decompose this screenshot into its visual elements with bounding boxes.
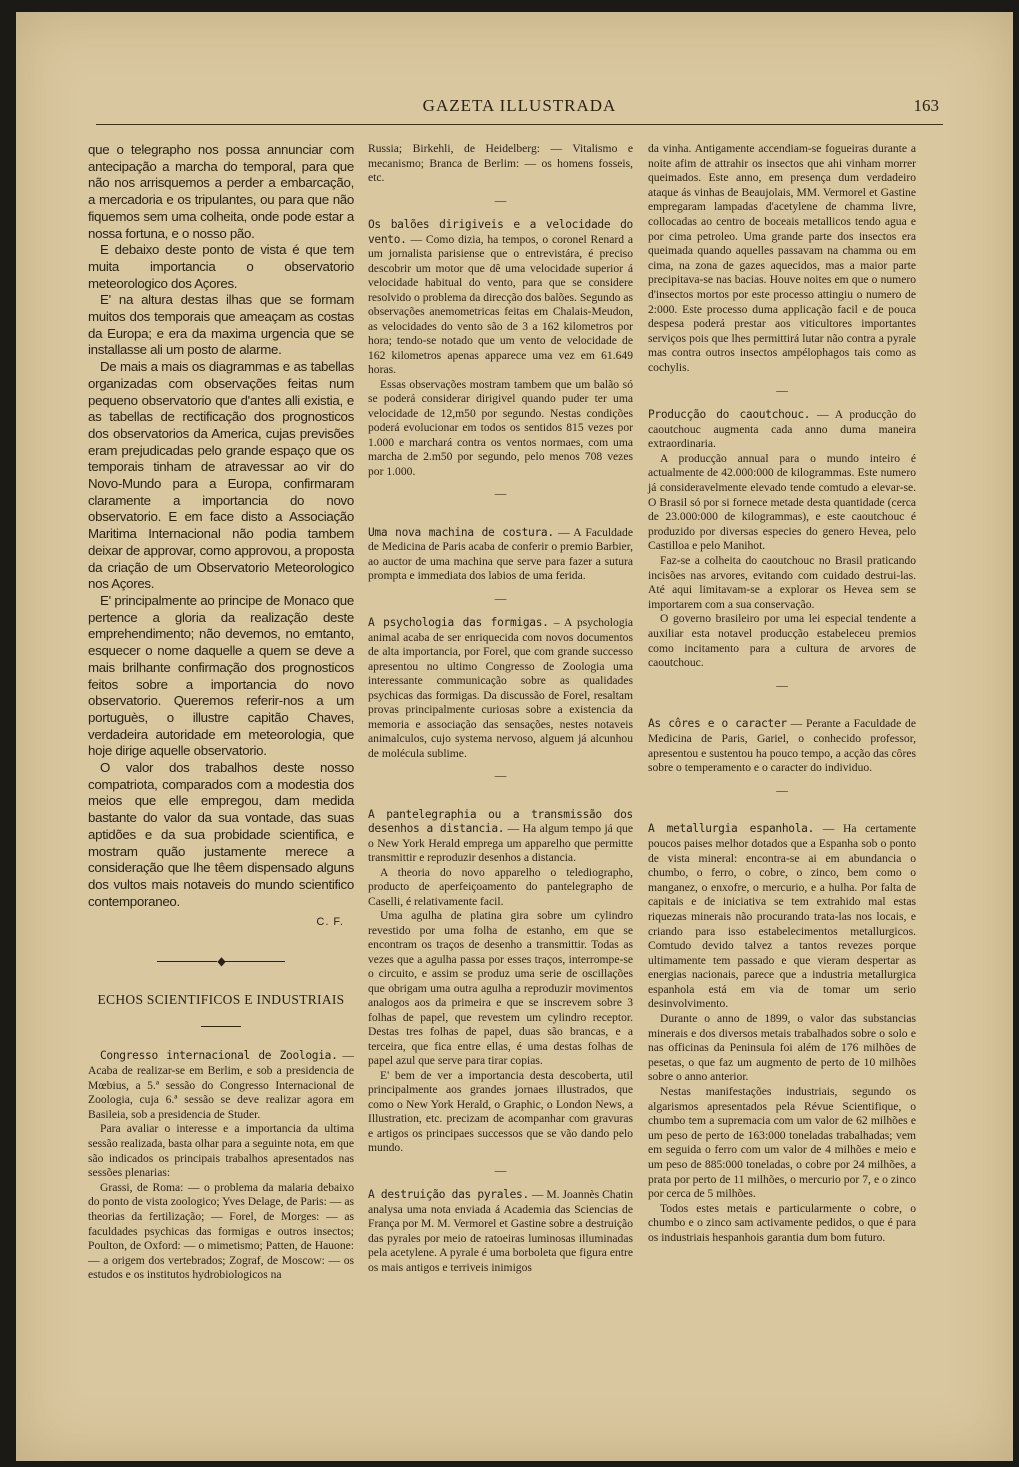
article-congresso (88, 1049, 354, 1122)
paragraph: Todos estes metais e particularmente o cobre, o chumbo e o zinco sam activamente pedidos, o que é para os industriais hespanhois garantia dum bom futuro. (648, 1201, 916, 1244)
article-pyrales (368, 1188, 633, 1275)
article-cores (648, 717, 916, 775)
article-caoutchouc (648, 408, 916, 452)
paragraph: Grassi, de Roma: — o problema da malaria debaixo do ponto de vista zoologico; Yves Delage, de Paris: — as theorias da fertilização; — Forel, de Morges: — as faculdades psychicas das formigas e outros insectos; Poulton, de Oxford: — o mimetismo; Patten, de Hauone: — a origem dos vertebrados; Zograf, de Moscow: — os estudos e os institutos hydrobiologicos na (88, 1180, 354, 1282)
article-text: — A producção do caoutchouc augmenta cada anno duma maneira extraordinaria. (648, 408, 916, 451)
article-text: — Como dizia, ha tempos, o coronel Renard a um jornalista parisiense que o entrevistára, é preciso descobrir um motor que dê uma velocidade superior á velocidade habitual do vento, para que se considere resolvido o problema da direcção dos balões. Segundo as observações anemometricas feitas em Chalais-Meudon, as velocidades do vento são de 3 a 162 kilometros por hora; tendo-se notado que um vento de velocidade de 162 kilometros apenas apparece uma vez em 61.649 horas. (368, 232, 634, 376)
paragraph: A theoria do novo apparelho o telediographo, producto de aperfeiçoamento do pantelegrapho de Caselli, é relativamente facil. (368, 865, 633, 908)
author-signature: C. F. (316, 916, 344, 929)
section-title: ECHOS SCIENTIFICOS E INDUSTRIAIS (97, 991, 345, 1007)
column-1 (88, 142, 354, 1283)
article-text: – A psychologia animal acaba de ser enriquecida com novos documentos de alta importancia, por Forel, que com grande successo apresentou no ultimo Congresso de Zoologia uma interessante communicação sobre as qualidades psychicas das formigas. Da discussão de Forel, resaltam provas principalmente curiosas sobre a existencia da memoria e associação das sensações, nestes notaveis animalculos, cujo systema nervoso, alguem já alcunhou de molécula sublime. (368, 616, 633, 760)
dash-divider: — (776, 383, 788, 397)
article-baloes (368, 218, 633, 378)
article-heading: As côres e o caracter (648, 717, 787, 731)
paragraph: A producção annual para o mundo inteiro é actualmente de 42.000:000 de kilogrammas. Este numero já consideravelmente elevado tende comtudo a elevar-se. O Brasil só por si fornece metade desta quantidade (cerca de 23.000:000 de kilogrammas), e este caoutchouc é produzido por diversas especies do genero Hevea, pelo Castilloa e pelo Manihot. (648, 451, 916, 553)
column-2 (368, 142, 633, 1275)
paragraph: Para avaliar o interesse e a importancia da ultima sessão realizada, basta olhar para a seguinte nota, em que são indicados os principais trabalhos apresentados nas sessões plenarias: (88, 1122, 354, 1180)
article-text: — Ha algum tempo já que o New York Herald emprega um apparelho que permitte transmittir e reproduzir desenhos a distancia. (368, 822, 633, 864)
dash-divider: — (494, 193, 507, 207)
article-heading: Congresso internacional de Zoologia. (100, 1049, 338, 1063)
paragraph: Durante o anno de 1899, o valor das substancias minerais e dos diversos metais trabalhados sobre o solo e nas officinas da Peninsula foi além de 176 milhões de pesetas, o que faz um augmento de perto de 10 milhões sobre o anno anterior. (648, 1012, 916, 1084)
ornament-divider: ◆ (88, 953, 354, 970)
paragraph: da vinha. Antigamente accendiam-se fogueiras durante a noite afim de attrahir os insectos que ahi vinham morrer queimados. Este anno, em presença dum verdadeiro ataque ás vinhas de Beaujolais, MM. Vermorel et Gastine empregaram lampadas d'acetylene de chamma livre, collocadas ao centro de boceais metallicos tendo agua e por cima petroleo. Uma grande parte dos insectos era queimada quando aquelles passavam na chamma ou em cima, na zona de gazes aquecidos, mas a maior parte precipitava-se nas bacias. Houve noites em que o numero d'insectos mortos por este processo attingiu o numero de 2:000. Este processo duma applicação facil e de pouca despesa poderá prestar aos viticultores importantes serviços pois que lhes permittirá lutar não contra a pyrale mas contra outros insectos ampélophagos tais como as cochylis. (648, 142, 916, 374)
article-pantelegraphia (368, 808, 633, 866)
article-heading: Os balões dirigiveis e a velocidade do vento. (368, 218, 633, 246)
paragraph: Russia; Birkehli, de Heidelberg: — Vitalismo e mecanismo; Branca de Berlim: — os homens fosseis, etc. (368, 142, 633, 184)
divider (201, 1026, 241, 1027)
article-heading: A destruição das pyrales. (368, 1188, 529, 1201)
article-heading: Uma nova machina de costura. (368, 525, 554, 539)
dash-divider: — (494, 591, 507, 605)
article-text: — A Faculdade de Medicina de Paris acaba de conferir o premio Barbier, ao auctor de uma machina que serve para fazer a sutura prompta e immediata dos labios de uma ferida. (368, 525, 633, 582)
article-costura (368, 526, 633, 584)
paragraph: Uma agulha de platina gira sobre um cylindro revestido por uma folha de estanho, em que se encontram os traços de desenho a transmittir. Todas as vezes que a agulha passa por esses traços, interrompe-se o circuito, e assim se produz uma serie de oscillações que obrigam uma outra agulha a reproduzir movimentos analogos aos da primeira e que se inscrevem sobre 3 folhas de papel, que revestem um cylindro receptor. Destas tres folhas de papel, duas são brancas, e a terceira, que fica entre ellas, é uma destas folhas de papel azul que serve para tirar copias. (368, 909, 633, 1067)
article-heading: A pantelegraphia ou a transmissão dos desenhos a distancia. (368, 807, 633, 835)
dash-divider: — (776, 678, 788, 692)
dash-divider: — (776, 783, 788, 797)
paragraph: O valor dos trabalhos deste nosso compatriota, comparados com a modestia dos meios que elle empregou, dam medida bastante do valor da sua vontade, das suas aptidões e da sua probidade scientifica, e mostram quão justamente merece a consideração que lhe têem dispensado alguns dos vultos mais notaveis do mundo scientifico contemporaneo. (88, 760, 354, 909)
page-number: 163 (913, 96, 939, 115)
article-text: — Acaba de realizar-se em Berlim, e sob a presidencia de Mœbius, a 5.ª sessão do Congresso Internacional de Zoologia, cuja 6.ª sessão se deve realizar agora em Basileia, sob a presidencia de Studer. (88, 1049, 354, 1121)
article-text: — M. Joannès Chatin analysa uma nota enviada á Academia das Sciencias de França por M. M. Vermorel et Gastine sobre a destruição das pyrales por meio de ratoeiras luminosas illuminadas pela acetylene. A pyrale é uma borboleta que figura entre os mais antigos e terriveis inimigos (368, 1188, 633, 1274)
page-header (96, 84, 943, 125)
paragraph: O governo brasileiro por uma lei especial tendente a auxiliar esta notavel producção estabeleceu premios como incitamento para a cultura de arvores de caoutchouc. (648, 612, 916, 670)
paragraph: E debaixo deste ponto de vista é que tem muita importancia o observatorio meteorologico dos Açores. (88, 242, 354, 291)
article-text: — Perante a Faculdade de Medicina de Paris, Gariel, o conhecido professor, apresentou e sustentou ha pouco tempo, a acção das côres sobre o temperamento e o caracter do individuo. (648, 717, 916, 775)
paragraph: E' bem de ver a importancia desta descoberta, util principalmente aos grandes jornaes illustrados, que como o New York Herald, o Graphic, o London News, a Illustration, etc. precizam de acompanhar com gravuras e artigos os principaes successos que se vão dando pelo mundo. (368, 1068, 633, 1154)
paragraph: Nestas manifestações industriais, segundo os algarismos apresentados pela Révue Scientifique, o chumbo tem a supremacia com um valor de 62 milhões e um peso de perto de 163:000 toneladas trabalhadas; vem em seguida o ferro com um valor de 4 milhões e meio e um peso de 885:000 toneladas, o cobre por 24 milhões, a prata por perto de 11 milhões, o mercurio por 7, e o zinco por cerca de 5 milhões. (648, 1085, 916, 1201)
article-text: — Ha certamente poucos paises melhor dotados que a Espanha sob o ponto de vista mineral: encontra-se ai em abundancia o chumbo, o ferro, o cobre, o zinco, bem como o manganez, o enxofre, o mercurio, e a hulha. Por falta de capitais e de iniciativa se tem extrahido mal estas riquezas minerais não procurando trata-las nos locais, e criando para isso estabelecimentos metallurgicos. Comtudo devido talvez a tantos revezes porque ultimamente tem passado e que vieram despertar as energias nacionais, parece que a industria metallurgica espanhola está em via de tomar um serio desinvolvimento. (648, 822, 917, 1011)
paragraph: Essas observações mostram tambem que um balão só se poderá considerar dirigivel quando puder ter uma velocidade de 12,m50 por segundo. Nestas condições poderá evolucionar em todos os sentidos 815 vezes por 1.000 e marchará contra os ventos normaes, com uma marcha de 2.m50 por segundo, pelo menos 708 vezes por 1.000. (368, 377, 633, 478)
paragraph: E' na altura destas ilhas que se formam muitos dos temporais que ameaçam as costas da Europa; e era da maxima urgencia que se installasse ali um posto de alarme. (88, 292, 354, 358)
column-3 (648, 142, 916, 1246)
article-heading: Producção do caoutchouc. (648, 408, 811, 422)
paragraph: Faz-se a colheita do caoutchouc no Brasil praticando incisões nas arvores, evitando com cuidado destrui-las. Até aqui limitavam-se a explorar os Hevea sem se importarem com a sua conservação. (648, 554, 916, 611)
article-heading: A psychologia das formigas. (368, 616, 549, 629)
publication-title: GAZETA ILLUSTRADA (422, 96, 617, 115)
paragraph: que o telegrapho nos possa annunciar com antecipação a marcha do temporal, para que não nos arrisquemos a perder a embarcação, a mercadoria e os tripulantes, ou para que não fiquemos sem uma colheita, onde pode estar a nossa fortuna, e o nosso pão. (88, 142, 354, 241)
dash-divider: — (494, 1163, 507, 1177)
article-metallurgia (648, 822, 916, 1012)
dash-divider: — (494, 769, 507, 782)
newspaper-page (16, 12, 1013, 1461)
dash-divider: — (494, 487, 507, 500)
article-formigas (368, 616, 633, 761)
paragraph: E' principalmente ao principe de Monaco que pertence a gloria da realização deste emprehendimento; não devemos, no emtanto, esquecer o nome daquelle a quem se deve a mais brilhante confirmação dos prognosticos feitos sobre a importancia do novo observatorio. Queremos referir-nos a um portuguès, o illustre capitão Chaves, verdadeira autoridade em meteorologia, que hoje dirige aquelle observatorio. (88, 592, 354, 759)
article-heading: A metallurgia espanhola. (648, 822, 815, 836)
paragraph: De mais a mais os diagrammas e as tabellas organizadas com observações feitas num pequeno observatorio que d'antes alli existia, e as tabellas de rectificação dos prognosticos dos observatorios da America, cujas previsões eram prejudicadas pelo grande espaço que os temporais tinham de atravessar ao vir do Novo-Mundo para a Europa, confirmaram claramente a importancia do novo observatorio. E em face disto a Associação Maritima Internacional não podia tambem deixar de approvar, como approvou, a proposta da criação de um Observatorio Meteorologico nos Açores. (88, 359, 354, 592)
